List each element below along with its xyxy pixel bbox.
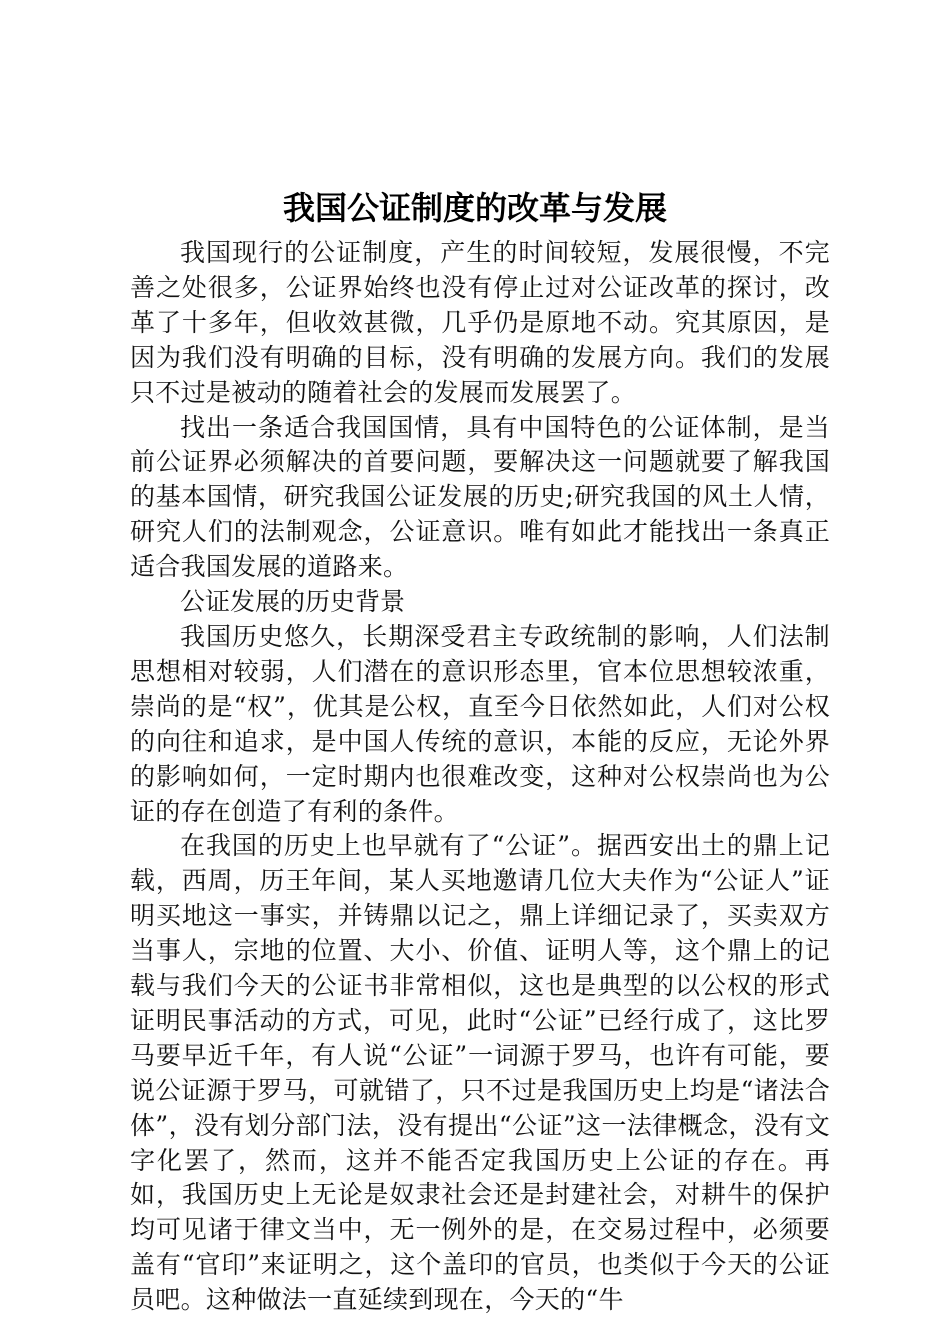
paragraph-history-examples: 在我国的历史上也早就有了“公证”。据西安出土的鼎上记载，西周，历王年间，某人买地邀请几位大夫作为“公证人”证明买地这一事实，并铸鼎以记之，鼎上详细记录了，买卖双方当事人，宗地的位置、大小、价值、证明人等，这个鼎上的记载与我们今天的公证书非常相似，这也是典型的以公权的形式证明民事活动的方式，可见，此时“公证”已经行成了，这比罗马要早近千年，有人说“公证”一词源于罗马，也许有可能，要说公证源于罗马，可就错了，只不过是我国历史上均是“诸法合体”，没有划分部门法，没有提出“公证”这一法律概念，没有文字化罢了，然而，这并不能否定我国历史上公证的存在。再如，我国历史上无论是奴隶社会还是封建社会，对耕牛的保护均可见诸于律文当中，无一例外的是，在交易过程中，必须要盖有“官印”来证明之，这个盖印的官员，也类似于今天的公证员吧。这种做法一直延续到现在，今天的“牛 — [130, 831, 830, 1315]
document-title: 我国公证制度的改革与发展 — [282, 189, 667, 227]
section-heading: 公证发展的历史背景 — [180, 587, 406, 617]
paragraph-national-conditions: 找出一条适合我国国情，具有中国特色的公证体制，是当前公证界必须解决的首要问题，要解决这一问题就要了解我国的基本国情，研究我国公证发展的历史;研究我国的风土人情，研究人们的法制观念，公证意识。唯有如此才能找出一条真正适合我国发展的道路来。 — [130, 412, 830, 582]
document-body — [130, 236, 830, 1318]
paragraph-intro: 我国现行的公证制度，产生的时间较短，发展很慢，不完善之处很多，公证界始终也没有停止过对公证改革的探讨，改革了十多年，但收效甚微，几乎仍是原地不动。究其原因，是因为我们没有明确的目标，没有明确的发展方向。我们的发展只不过是被动的随着社会的发展而发展罢了。 — [130, 238, 830, 407]
paragraph-history-background: 我国历史悠久，长期深受君主专政统制的影响，人们法制思想相对较弱，人们潜在的意识形态里，官本位思想较浓重，崇尚的是“权”，优其是公权，直至今日依然如此，人们对公权的向往和追求，是中国人传统的意识，本能的反应，无论外界的影响如何，一定时期内也很难改变，这种对公权崇尚也为公证的存在创造了有利的条件。 — [130, 621, 830, 826]
